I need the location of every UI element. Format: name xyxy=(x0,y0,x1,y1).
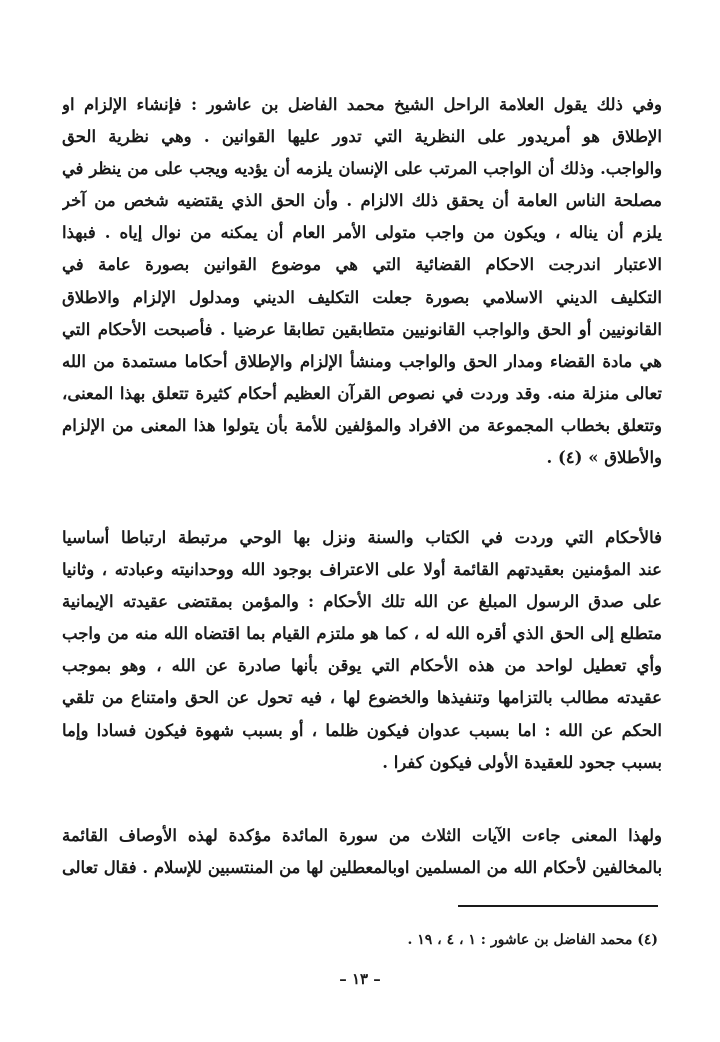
text-line: وأي تعطيل لواحد من هذه الأحكام التي يوقن بأنها صادرة عن الله ، وهو بموجب xyxy=(62,656,662,676)
text-line: بالمخالفين لأحكام الله من المسلمين اوبالمعطلين لها من المنتسبين للإسلام . فقال تعالى xyxy=(62,858,662,878)
text-line: مصلحة الناس العامة أن يحقق ذلك الالزام . وأن الحق الذي يقتضيه شخص من آخر xyxy=(62,191,662,211)
text-line: الاعتبار اندرجت الاحكام القضائية التي هي موضوع القوانين بصورة عامة في xyxy=(62,255,662,275)
footnote: (٤) محمد الفاضل بن عاشور : ١ ، ٤ ، ١٩ . xyxy=(407,932,658,948)
text-line: وفي ذلك يقول العلامة الراحل الشيخ محمد الفاضل بن عاشور : فإنشاء الإلزام او xyxy=(62,95,662,114)
text-line: يلزم أن يناله ، ويكون من واجب متولى الأمر العام أن يمكنه من نوال إياه . فبهذا xyxy=(62,223,662,243)
text-line: على صدق الرسول المبلغ عن الله تلك الأحكام : والمؤمن بمقتضى عقيدته الإيمانية xyxy=(62,592,662,612)
paragraph-3 xyxy=(62,820,662,884)
footnote-divider xyxy=(458,905,658,907)
paragraph-2 xyxy=(62,522,662,779)
text-line: متطلع إلى الحق الذي أقره الله له ، كما هو ملتزم القيام بما اقتضاه الله منه من واجب xyxy=(62,624,662,644)
text-line: والأطلاق » (٤) . xyxy=(546,448,662,468)
text-line: ولهذا المعنى جاءت الآيات الثلاث من سورة المائدة مؤكدة لهذه الأوصاف القائمة xyxy=(62,826,662,845)
text-line: بسبب جحود للعقيدة الأولى فيكون كفرا . xyxy=(382,752,662,772)
text-line: القانونيين أو الحق والواجب القانونيين متطابقين تطابقا عرضيا . فأصبحت الأحكام التي xyxy=(62,319,662,339)
text-line: التكليف الديني الاسلامي بصورة جعلت التكليف الديني ومدلول الإلزام والاطلاق xyxy=(62,287,662,307)
text-line: عقيدته مطالب بالتزامها وتنفيذها والخضوع لها ، فيه تحول عن الحق وامتناع من تلقي xyxy=(62,688,662,708)
page-number: – ١٣ – xyxy=(339,970,381,988)
text-line: الحكم عن الله : اما بسبب عدوان فيكون ظلما ، أو بسبب شهوة فيكون فسادا وإما xyxy=(62,720,662,740)
text-line: وتتعلق بخطاب المجموعة من الافراد والمؤلفين للأمة بأن يتولوا هذا المعنى من الإلزام xyxy=(62,415,662,435)
text-line: والواجب. وذلك أن الواجب المرتب على الإنسان يلزمه أن يؤديه ويجب على من ينظر في xyxy=(62,159,662,179)
text-line: عند المؤمنين بعقيدتهم القائمة أولا على الاعتراف بوجود الله ووحدانيته وعبادته ، وثانيا xyxy=(62,560,662,580)
text-line: الإطلاق هو أمريدور على النظرية التي تدور عليها القوانين . وهي نظرية الحق xyxy=(62,127,662,147)
paragraph-1 xyxy=(62,89,662,474)
text-line: تعالى منزلة منه. وقد وردت في نصوص القرآن العظيم أحكام كثيرة تتعلق بهذا المعنى، xyxy=(62,383,662,403)
text-line: هي مادة القضاء ومدار الحق والواجب ومنشأ الإلزام والإطلاق أحكاما مستمدة من الله xyxy=(62,351,662,371)
text-line: فالأحكام التي وردت في الكتاب والسنة ونزل بها الوحي مرتبطة ارتباطا أساسيا xyxy=(62,528,662,547)
